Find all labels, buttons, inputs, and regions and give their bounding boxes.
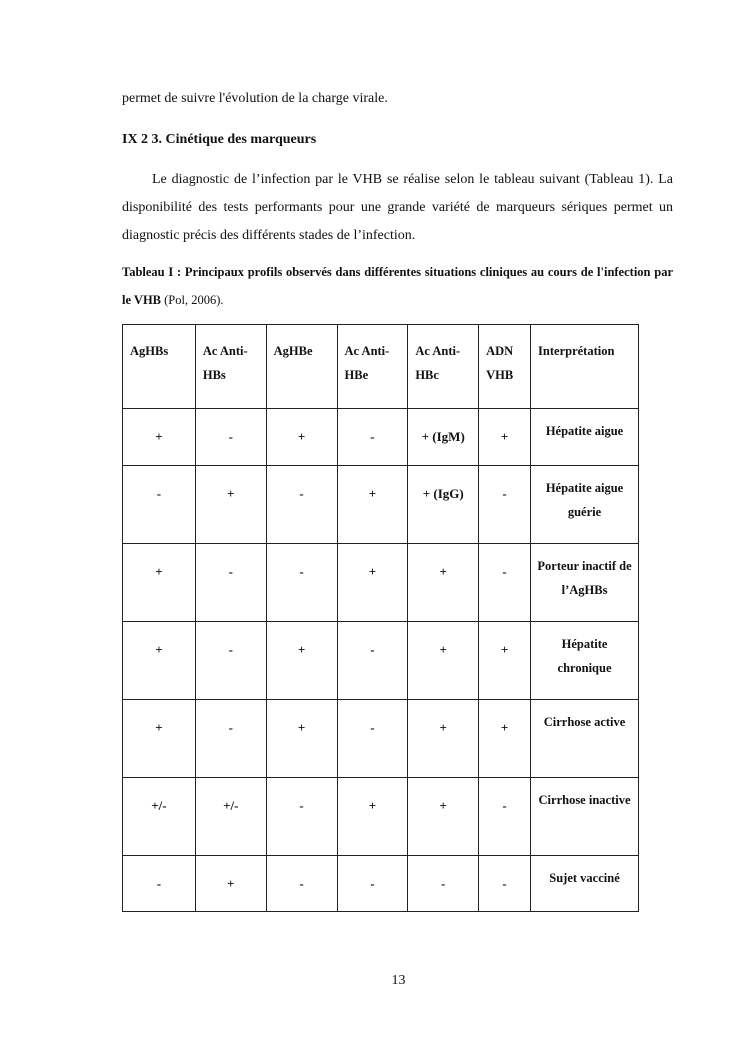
table-cell: + <box>408 778 479 856</box>
table-cell: + <box>408 622 479 700</box>
table-cell: - <box>266 544 337 622</box>
table-cell: - <box>479 544 531 622</box>
page-number: 13 <box>391 973 406 988</box>
table-cell: - <box>123 466 196 544</box>
table-cell: + <box>195 466 266 544</box>
paragraph-diagnostic <box>122 166 673 250</box>
table-row <box>123 466 639 544</box>
header-cell: Ac Anti-HBs <box>195 325 266 409</box>
interpretation-cell: Cirrhose inactive <box>531 778 639 856</box>
table-cell: - <box>266 466 337 544</box>
table-cell: + <box>266 622 337 700</box>
table-cell: + <box>123 700 196 778</box>
table-header-row <box>123 325 639 409</box>
table-row <box>123 544 639 622</box>
table-row <box>123 622 639 700</box>
table-caption-title: Tableau I : Principaux profils observés dans différentes situations cliniques au cours de l'infection par le VHB <box>122 265 673 307</box>
interpretation-cell: Hépatite aigue <box>531 409 639 466</box>
table-cell: - <box>479 856 531 912</box>
table-cell: +/- <box>195 778 266 856</box>
table-cell: + <box>123 409 196 466</box>
table-row <box>123 778 639 856</box>
table-caption <box>122 258 673 314</box>
table-cell: + <box>479 700 531 778</box>
header-cell: Ac Anti-HBe <box>337 325 408 409</box>
interpretation-cell: Hépatite chronique <box>531 622 639 700</box>
table-caption-citation: (Pol, 2006). <box>164 293 224 307</box>
table-cell: + <box>266 409 337 466</box>
table-cell: - <box>266 856 337 912</box>
header-cell: ADN VHB <box>479 325 531 409</box>
paragraph-diagnostic-text: Le diagnostic de l’infection par le VHB se réalise selon le tableau suivant (Tableau 1). La disponibilité des tests performants pour une grande variété de marqueurs sériques permet un diagnostic précis des différents stades de l’infection. <box>122 172 673 243</box>
header-cell: Interprétation <box>531 325 639 409</box>
table-cell: - <box>337 700 408 778</box>
table-row <box>123 856 639 912</box>
table-cell: - <box>337 856 408 912</box>
header-cell: Ac Anti-HBc <box>408 325 479 409</box>
interpretation-cell: Porteur inactif de l’AgHBs <box>531 544 639 622</box>
table-cell: + (IgG) <box>408 466 479 544</box>
table-cell: + <box>123 622 196 700</box>
paragraph-continuation: permet de suivre l'évolution de la charge virale. <box>122 91 388 106</box>
table-cell: + <box>266 700 337 778</box>
table-cell: + <box>479 409 531 466</box>
header-cell: AgHBs <box>123 325 196 409</box>
section-heading: IX 2 3. Cinétique des marqueurs <box>122 132 317 147</box>
interpretation-cell: Hépatite aigue guérie <box>531 466 639 544</box>
table-cell: + <box>408 700 479 778</box>
table-cell: - <box>266 778 337 856</box>
table-cell: - <box>479 466 531 544</box>
table-cell: + (IgM) <box>408 409 479 466</box>
table-cell: - <box>408 856 479 912</box>
table-cell: + <box>337 778 408 856</box>
header-cell: AgHBe <box>266 325 337 409</box>
table-cell: + <box>337 466 408 544</box>
table-cell: + <box>123 544 196 622</box>
table-cell: - <box>123 856 196 912</box>
table-cell: - <box>195 622 266 700</box>
table-cell: - <box>195 409 266 466</box>
table-cell: - <box>195 544 266 622</box>
interpretation-cell: Sujet vacciné <box>531 856 639 912</box>
table-cell: - <box>479 778 531 856</box>
table-cell: + <box>479 622 531 700</box>
table-row <box>123 700 639 778</box>
table-cell: + <box>337 544 408 622</box>
table-row <box>123 409 639 466</box>
marker-profile-table <box>122 324 639 912</box>
table-cell: + <box>195 856 266 912</box>
interpretation-cell: Cirrhose active <box>531 700 639 778</box>
table-cell: + <box>408 544 479 622</box>
table-cell: - <box>337 622 408 700</box>
table-cell: +/- <box>123 778 196 856</box>
table-cell: - <box>195 700 266 778</box>
table-cell: - <box>337 409 408 466</box>
